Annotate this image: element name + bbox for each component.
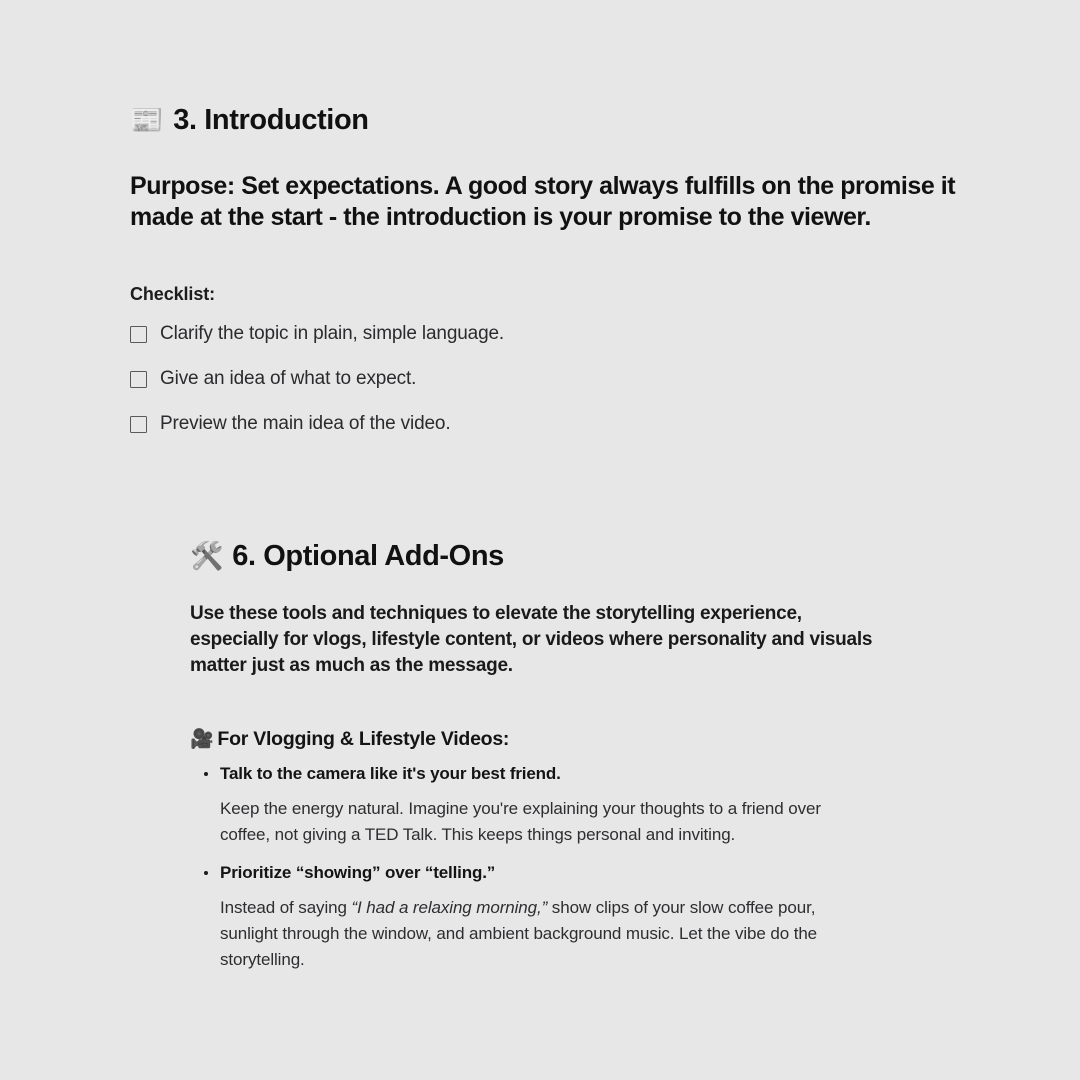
checkbox-icon[interactable] <box>130 416 147 433</box>
checklist-item-label: Clarify the topic in plain, simple language. <box>160 323 505 345</box>
checklist-item[interactable] <box>130 323 960 346</box>
tip-body-after: show clips of your slow coffee pour, sunlight through the window, and ambient background music. Let the vibe do the storytelling. <box>220 898 818 969</box>
checklist-item[interactable] <box>130 368 960 391</box>
section-optional-addons <box>190 540 910 987</box>
vlogging-subheading <box>190 728 910 751</box>
tip-title: Prioritize “showing” over “telling.” <box>220 863 496 883</box>
addons-heading <box>190 540 910 573</box>
tip-body <box>220 796 875 848</box>
introduction-checklist <box>130 323 960 435</box>
tip-title: Talk to the camera like it's your best friend. <box>220 764 561 784</box>
checklist-item-label: Give an idea of what to expect. <box>160 368 417 390</box>
addons-lead-text: Use these tools and techniques to elevate the storytelling experience, especially for vlogs, lifestyle content, or videos where personality and visuals matter just as much as the message. <box>190 603 873 676</box>
checklist-item[interactable] <box>130 413 960 436</box>
tip-body <box>220 895 875 972</box>
introduction-heading-text: 3. Introduction <box>173 104 369 136</box>
hammer-and-wrench-icon: 🛠️ <box>190 541 224 572</box>
vlogging-tips-list <box>190 763 910 972</box>
tip-body-italic: “I had a relaxing morning,” <box>351 898 548 918</box>
movie-camera-icon: 🎥 <box>190 729 214 751</box>
checklist-item-label: Preview the main idea of the video. <box>160 412 451 434</box>
checklist-label: Checklist: <box>130 284 216 305</box>
introduction-heading <box>130 104 960 137</box>
section-introduction <box>130 104 960 458</box>
introduction-purpose-text: Purpose: Set expectations. A good story always fulfills on the promise it made at the start - the introduction is your promise to the viewer. <box>130 172 956 231</box>
addons-heading-text: 6. Optional Add-Ons <box>232 540 504 572</box>
tip-body-before: Keep the energy natural. Imagine you're explaining your thoughts to a friend over coffee, not giving a TED Talk. This keeps things personal and inviting. <box>220 799 821 845</box>
tip-body-before: Instead of saying <box>220 898 352 918</box>
vlogging-subheading-text: For Vlogging & Lifestyle Videos: <box>217 728 510 751</box>
list-item <box>190 862 910 973</box>
list-item <box>190 763 910 848</box>
newspaper-icon: 📰 <box>130 105 164 136</box>
checkbox-icon[interactable] <box>130 371 147 388</box>
checkbox-icon[interactable] <box>130 326 147 343</box>
